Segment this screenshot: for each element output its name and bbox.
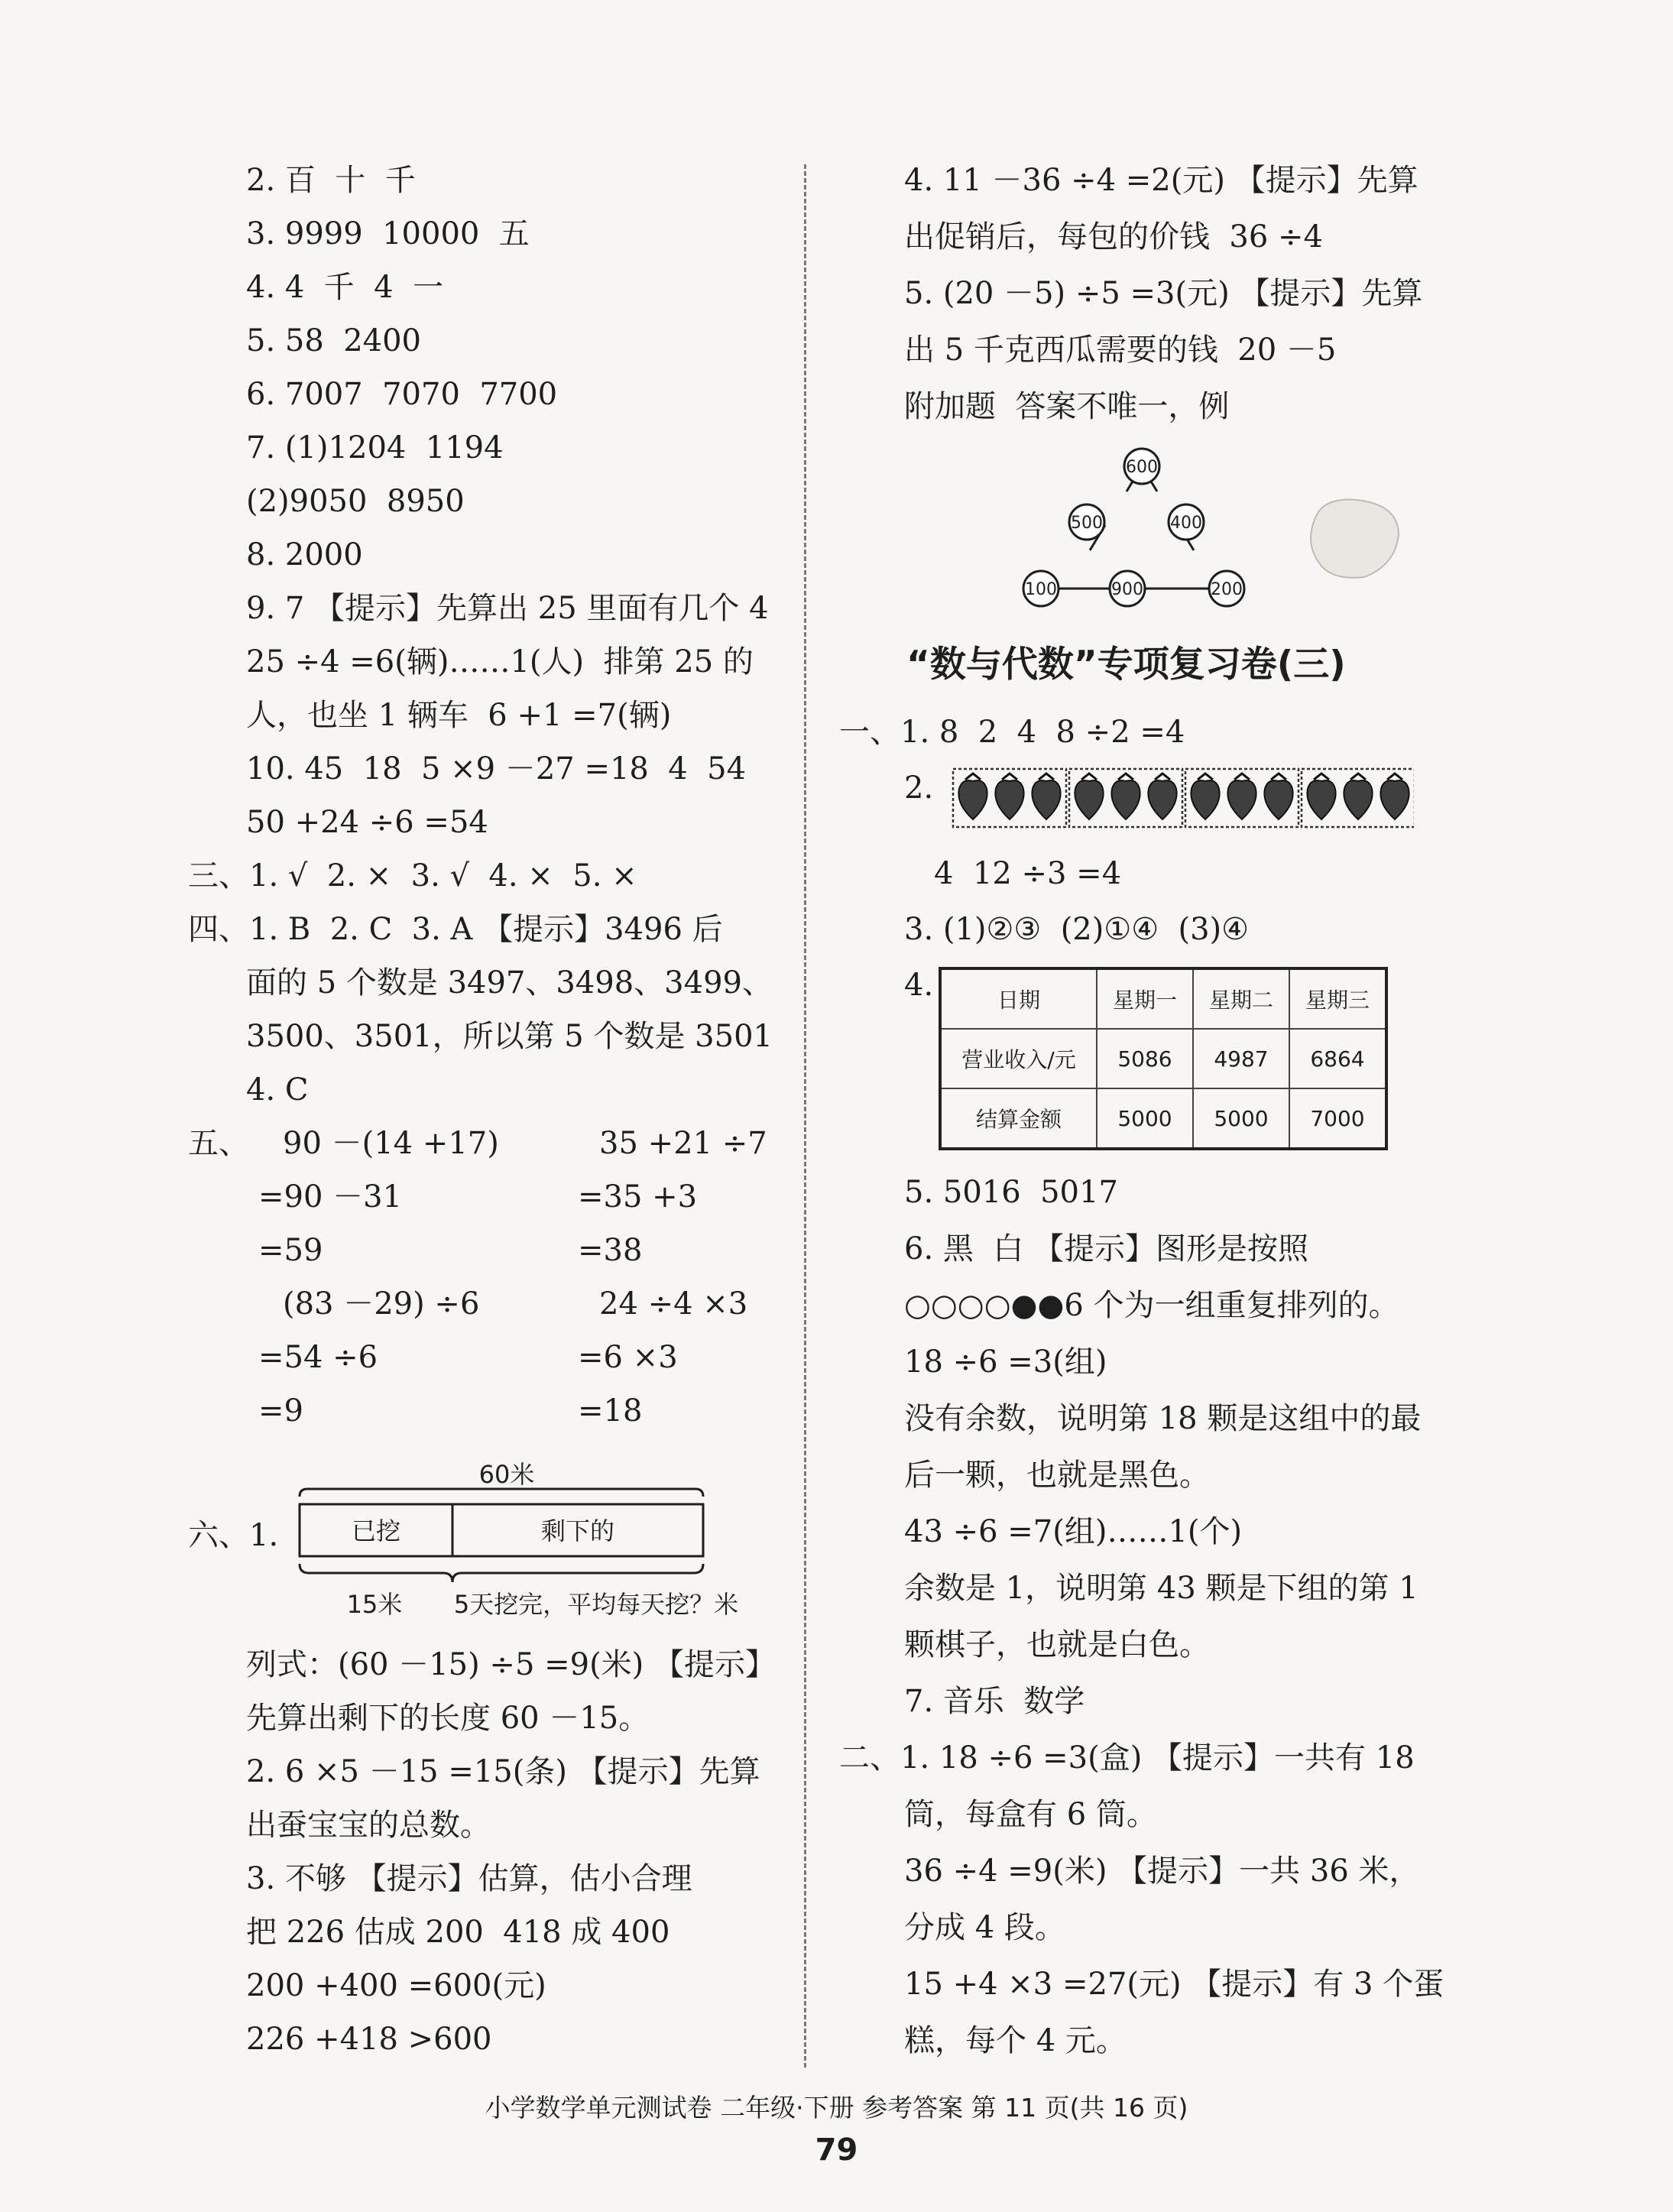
answer-line: 筒，每盒有 6 筒。 xyxy=(904,1797,1157,1832)
answer-line: 9. 7 【提示】先算出 25 里面有几个 4 xyxy=(246,591,769,626)
answer-line: 糕，每个 4 元。 xyxy=(904,2023,1127,2058)
answer-line: 余数是 1，说明第 43 颗是下组的第 1 xyxy=(904,1571,1418,1606)
page-number: 79 xyxy=(815,2133,858,2168)
calc-line: (83 －29) ÷6 xyxy=(283,1286,480,1322)
triangle-number: 900 xyxy=(1111,580,1143,599)
strawberry-icon xyxy=(1344,780,1372,819)
answer-line: 6. 黑 白 【提示】图形是按照 xyxy=(904,1231,1309,1267)
table-row xyxy=(940,1088,1386,1149)
answer-line: 8. 2000 xyxy=(246,537,363,572)
calc-line: =18 xyxy=(578,1393,643,1429)
answer-line: 先算出剩下的长度 60 －15。 xyxy=(246,1701,650,1736)
number-triangle xyxy=(1009,439,1261,615)
triangle-number: 500 xyxy=(1071,514,1103,533)
strawberry-icon xyxy=(1191,780,1219,819)
answer-line: 一、1. 8 2 4 8 ÷2 =4 xyxy=(839,715,1185,750)
table-row xyxy=(940,1029,1386,1088)
answer-line: 人，也坐 1 辆车 6 +1 =7(辆) xyxy=(246,698,672,733)
table-header-cell: 星期三 xyxy=(1289,968,1386,1029)
answer-line: 3. (1)②③ (2)①④ (3)④ xyxy=(904,912,1250,947)
strawberry-leaf xyxy=(1002,774,1017,780)
answer-line: 7. 音乐 数学 xyxy=(904,1684,1085,1719)
triangle-number: 100 xyxy=(1025,580,1057,599)
table-cell: 营业收入/元 xyxy=(940,1029,1097,1088)
answer-line: 把 226 估成 200 418 成 400 xyxy=(246,1915,670,1950)
calc-line: =54 ÷6 xyxy=(258,1340,378,1375)
table-cell: 4987 xyxy=(1193,1029,1289,1088)
revenue-table xyxy=(939,967,1388,1150)
table-header-cell: 日期 xyxy=(940,968,1097,1029)
answer-line: 面的 5 个数是 3497、3498、3499、 xyxy=(246,965,773,1001)
answer-line: 43 ÷6 =7(组)……1(个) xyxy=(904,1514,1243,1549)
answer-line: 10. 45 18 5 ×9 －27 =18 4 54 xyxy=(246,751,747,787)
strawberry-leaf xyxy=(1039,774,1054,780)
answer-line: 4. xyxy=(904,968,934,1003)
answer-line: 3. 不够 【提示】估算，估小合理 xyxy=(246,1861,692,1896)
strawberry-leaf xyxy=(1118,774,1133,780)
strawberry-icon xyxy=(1111,780,1140,819)
dug-part-label: 已挖 xyxy=(351,1516,401,1545)
table-cell: 5000 xyxy=(1097,1088,1193,1149)
answer-line: 5. 5016 5017 xyxy=(904,1175,1118,1210)
strawberry-leaf xyxy=(1155,774,1170,780)
strawberry-icon xyxy=(1264,780,1292,819)
section-heading: “数与代数”专项复习卷(三) xyxy=(906,644,1346,686)
strawberry-leaf xyxy=(1314,774,1329,780)
table-cell: 5000 xyxy=(1193,1088,1289,1149)
table-header-row xyxy=(940,968,1386,1029)
strawberry-icon xyxy=(995,780,1023,819)
strawberry-leaf xyxy=(1081,774,1097,780)
answer-line: 50 +24 ÷6 =54 xyxy=(246,805,488,840)
answer-line: 四、1. B 2. C 3. A 【提示】3496 后 xyxy=(188,912,723,947)
triangle-number: 600 xyxy=(1126,458,1158,477)
answer-line: 4. C xyxy=(246,1072,309,1108)
footer-caption: 小学数学单元测试卷 二年级·下册 参考答案 第 11 页(共 16 页) xyxy=(485,2093,1188,2123)
calc-line: 24 ÷4 ×3 xyxy=(599,1286,748,1322)
answer-line: 5. (20 －5) ÷5 =3(元) 【提示】先算 xyxy=(904,276,1423,311)
answer-line: 7. (1)1204 1194 xyxy=(246,430,504,465)
calc-line: =90 －31 xyxy=(258,1179,403,1215)
section-label: 五、 xyxy=(188,1126,249,1161)
answer-line: 18 ÷6 =3(组) xyxy=(904,1344,1107,1380)
strawberry-leaf xyxy=(1234,774,1250,780)
question-label: 5天挖完，平均每天挖？米 xyxy=(453,1590,739,1619)
answer-line: 36 ÷4 =9(米) 【提示】一共 36 米， xyxy=(904,1854,1420,1889)
segment-diagram xyxy=(290,1452,780,1636)
strawberry-groups xyxy=(952,764,1414,833)
answer-line: 3500、3501，所以第 5 个数是 3501 xyxy=(246,1019,773,1054)
answer-line: 出蚕宝宝的总数。 xyxy=(246,1808,491,1843)
answer-line: 4 12 ÷3 =4 xyxy=(934,856,1122,891)
table-cell: 6864 xyxy=(1289,1029,1386,1088)
answer-line: 2. 百 十 千 xyxy=(246,163,416,198)
strawberry-leaf xyxy=(1198,774,1213,780)
triangle-number: 400 xyxy=(1170,514,1202,533)
triangle-number: 200 xyxy=(1211,580,1243,599)
table-header-cell: 星期一 xyxy=(1097,968,1193,1029)
answer-line: 2. 6 ×5 －15 =15(条) 【提示】先算 xyxy=(246,1754,760,1789)
answer-line: 3. 9999 10000 五 xyxy=(246,216,530,251)
table-cell: 结算金额 xyxy=(940,1088,1097,1149)
answer-line: 分成 4 段。 xyxy=(904,1910,1065,1945)
answer-line: 二、1. 18 ÷6 =3(盒) 【提示】一共有 18 xyxy=(839,1740,1415,1776)
calc-line: =35 +3 xyxy=(578,1179,698,1215)
answer-line: 2. xyxy=(904,770,934,806)
strawberry-icon xyxy=(1148,780,1176,819)
table-header-cell: 星期二 xyxy=(1193,968,1289,1029)
strawberry-icon xyxy=(1075,780,1103,819)
strawberry-leaf xyxy=(1271,774,1286,780)
answer-line: (2)9050 8950 xyxy=(246,484,465,519)
table-cell: 7000 xyxy=(1289,1088,1386,1149)
calc-line: 35 +21 ÷7 xyxy=(599,1126,767,1161)
answer-line: ○○○○●●6 个为一组重复排列的。 xyxy=(904,1288,1399,1323)
calc-line: =6 ×3 xyxy=(578,1340,678,1375)
answer-line: 附加题 答案不唯一，例 xyxy=(904,389,1230,424)
answer-line: 4. 11 －36 ÷4 =2(元) 【提示】先算 xyxy=(904,163,1418,198)
answer-line: 没有余数，说明第 18 颗是这组中的最 xyxy=(904,1401,1422,1436)
strawberry-icon xyxy=(1032,780,1060,819)
calc-line: =38 xyxy=(578,1233,643,1268)
strawberry-leaf xyxy=(1350,774,1366,780)
answer-line: 三、1. √ 2. × 3. √ 4. × 5. × xyxy=(188,858,637,894)
answer-line: 200 +400 =600(元) xyxy=(246,1968,546,2003)
stamp-decoration xyxy=(1299,489,1414,589)
answer-line: 列式：(60 －15) ÷5 =9(米) 【提示】 xyxy=(246,1647,777,1682)
strawberry-icon xyxy=(1307,780,1335,819)
answer-line: 出促销后，每包的价钱 36 ÷4 xyxy=(904,219,1324,255)
strawberry-icon xyxy=(1380,780,1409,819)
remaining-part-label: 剩下的 xyxy=(540,1516,615,1545)
answer-line: 6. 7007 7070 7700 xyxy=(246,377,558,412)
answer-line: 4. 4 千 4 一 xyxy=(246,270,444,305)
answer-line: 出 5 千克西瓜需要的钱 20 －5 xyxy=(904,332,1337,368)
column-divider xyxy=(804,164,806,2068)
strawberry-leaf xyxy=(1387,774,1402,780)
answer-line: 25 ÷4 =6(辆)……1(人) 排第 25 的 xyxy=(246,644,754,679)
total-label: 60米 xyxy=(478,1460,535,1489)
strawberry-leaf xyxy=(965,774,981,780)
answer-line: 后一颗，也就是黑色。 xyxy=(904,1458,1210,1493)
answer-line: 5. 58 2400 xyxy=(246,323,422,358)
answer-line: 颗棋子，也就是白色。 xyxy=(904,1627,1210,1662)
dug-amount-label: 15米 xyxy=(346,1590,403,1619)
calc-line: =59 xyxy=(258,1233,323,1268)
answer-line: 226 +418 >600 xyxy=(246,2022,492,2057)
answer-line: 15 +4 ×3 =27(元) 【提示】有 3 个蛋 xyxy=(904,1967,1444,2002)
calc-line: 90 －(14 +17) xyxy=(283,1126,499,1161)
strawberry-icon xyxy=(1227,780,1256,819)
table-cell: 5086 xyxy=(1097,1029,1193,1088)
calc-line: =9 xyxy=(258,1393,303,1429)
section-label: 六、1. xyxy=(188,1518,279,1553)
strawberry-icon xyxy=(958,780,987,819)
